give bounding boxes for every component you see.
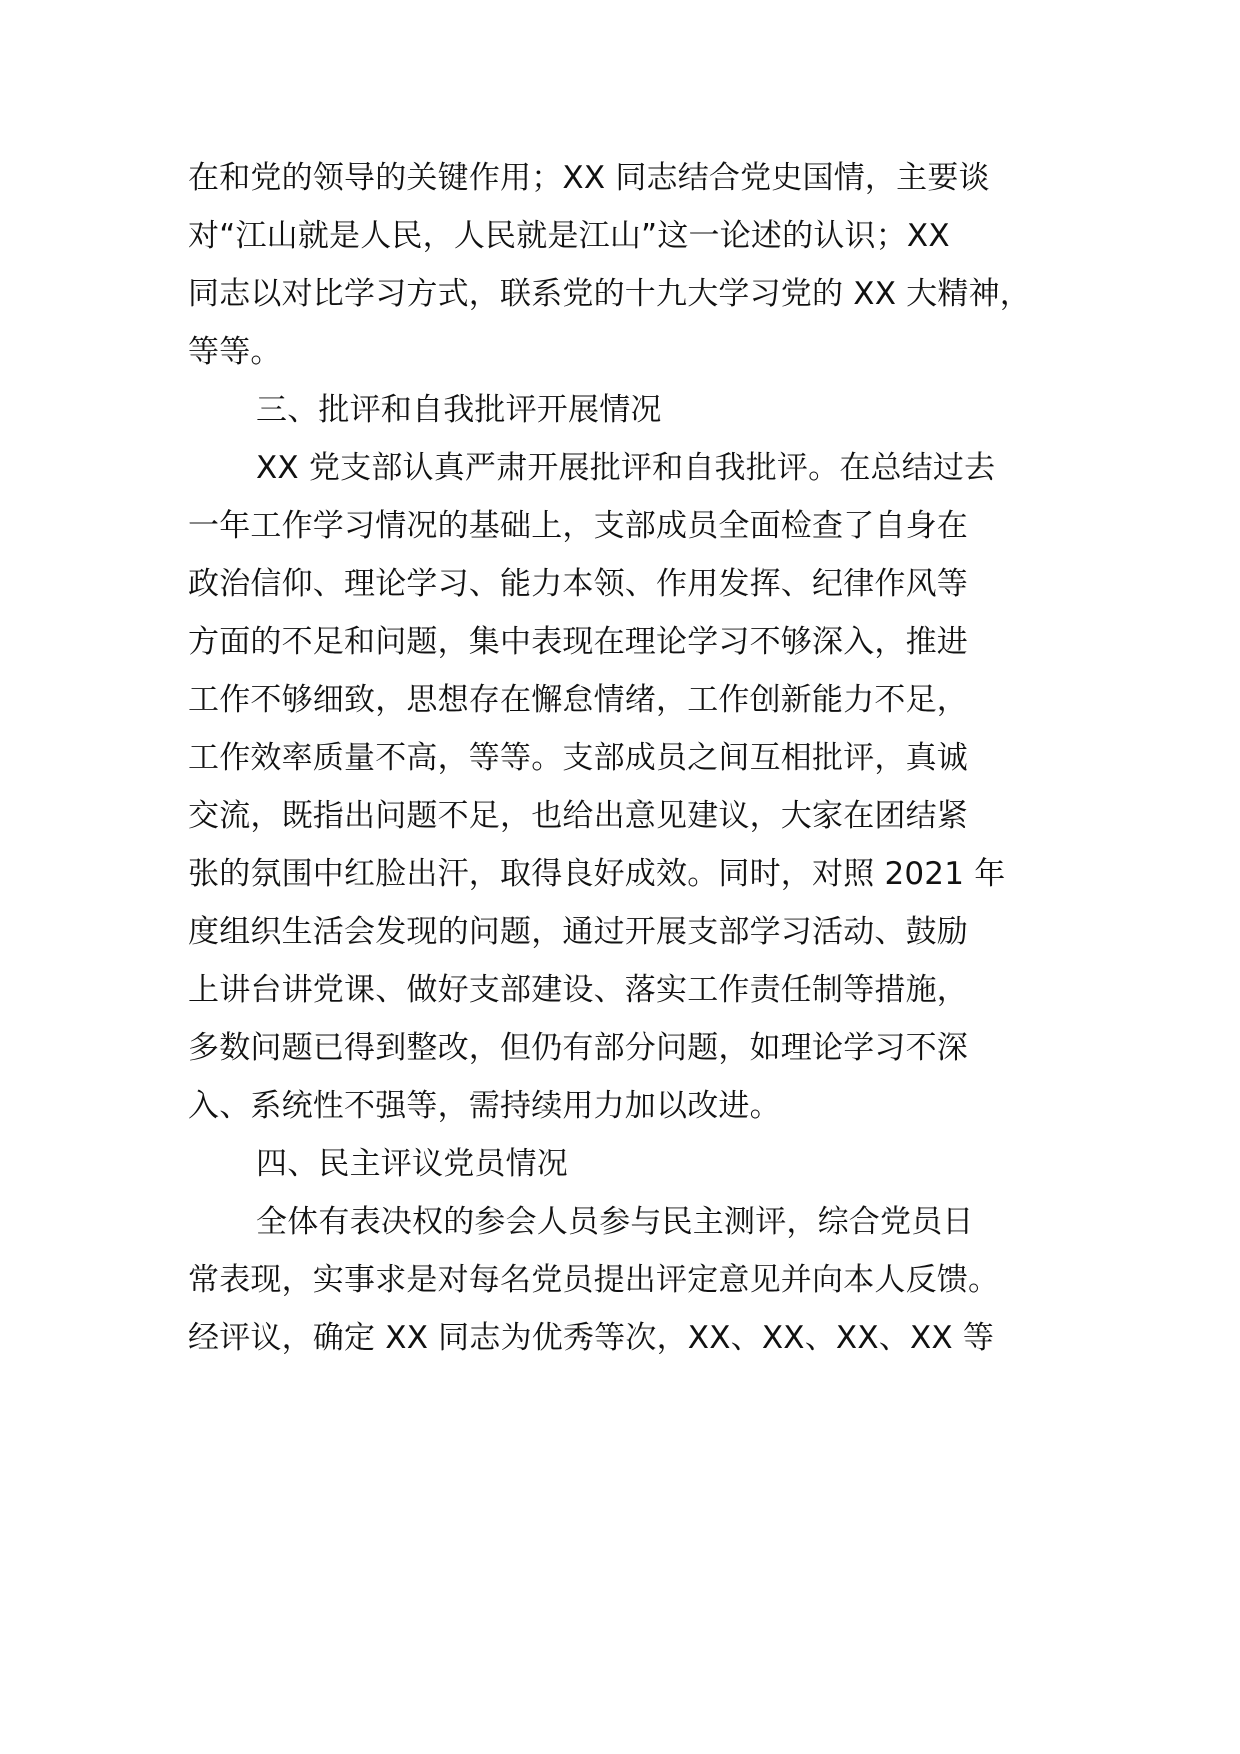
text-line: 全体有表决权的参会人员参与民主测评，综合党员日 <box>256 1204 974 1240</box>
text-line: 交流，既指出问题不足，也给出意见建议，大家在团结紧 <box>188 798 968 834</box>
text-line: 工作效率质量不高，等等。支部成员之间互相批评，真诚 <box>188 740 968 776</box>
text-line: 等等。 <box>188 334 282 370</box>
text-line: 多数问题已得到整改，但仍有部分问题，如理论学习不深 <box>188 1030 968 1066</box>
text-line: 度组织生活会发现的问题，通过开展支部学习活动、鼓励 <box>188 914 968 950</box>
text-line: 同志以对比学习方式，联系党的十九大学习党的 XX 大精神， <box>188 276 1031 312</box>
section-heading-4: 四、民主评议党员情况 <box>256 1146 568 1182</box>
text-line: 经评议，确定 XX 同志为优秀等次，XX、XX、XX、XX 等 <box>188 1320 995 1356</box>
text-line: 在和党的领导的关键作用；XX 同志结合党史国情，主要谈 <box>188 160 990 196</box>
text-line: 方面的不足和问题，集中表现在理论学习不够深入，推进 <box>188 624 968 660</box>
text-line: 上讲台讲党课、做好支部建设、落实工作责任制等措施， <box>188 972 968 1008</box>
text-line: 张的氛围中红脸出汗，取得良好成效。同时，对照 2021 年 <box>188 856 1006 892</box>
text-line: 入、系统性不强等，需持续用力加以改进。 <box>188 1088 781 1124</box>
text-line: 一年工作学习情况的基础上，支部成员全面检查了自身在 <box>188 508 968 544</box>
section-heading-3: 三、批评和自我批评开展情况 <box>256 392 662 428</box>
text-line: 工作不够细致，思想存在懈怠情绪，工作创新能力不足， <box>188 682 968 718</box>
text-line: 政治信仰、理论学习、能力本领、作用发挥、纪律作风等 <box>188 566 968 602</box>
text-line: XX 党支部认真严肃开展批评和自我批评。在总结过去 <box>256 450 996 486</box>
text-line: 常表现，实事求是对每名党员提出评定意见并向本人反馈。 <box>188 1262 1000 1298</box>
text-line: 对“江山就是人民，人民就是江山”这一论述的认识；XX <box>188 218 950 254</box>
